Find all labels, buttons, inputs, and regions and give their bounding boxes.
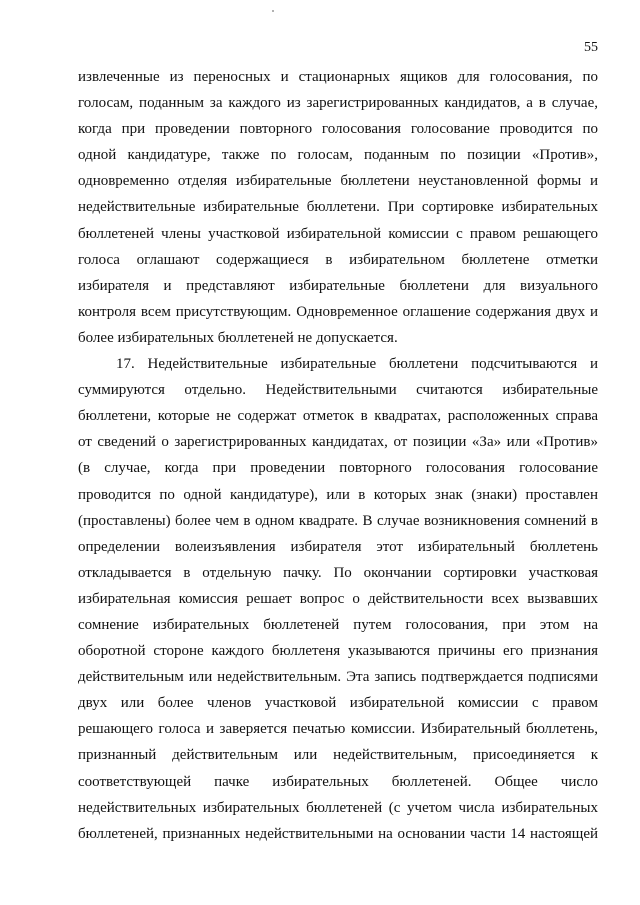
text-line: одновременно отделяя избирательные бюллетени неустановленной формы и [78,173,598,190]
text-line: решающего голоса и заверяется печатью комиссии. Избирательный бюллетень, [78,721,598,738]
text-line: сомнение избирательных бюллетеней путем голосования, при этом на [78,616,598,633]
text-line: (проставлены) более чем в одном квадрате. В случае возникновения сомнений в [78,512,598,529]
scan-dot [272,10,274,12]
text-line: избирательная комиссия решает вопрос о действительности всех вызвавших [78,590,598,607]
text-line: соответствующей пачке избирательных бюллетеней. Общее число [78,773,598,790]
text-line: недействительные избирательные бюллетени. При сортировке избирательных [78,199,598,216]
text-line: от сведений о зарегистрированных кандидатах, от позиции «За» или «Против» [78,434,598,451]
text-line: голоса оглашают содержащиеся в избирательном бюллетене отметки [78,251,598,268]
text-line: когда при проведении повторного голосования голосование проводится по [78,121,598,138]
page-number: 55 [584,40,598,55]
text-line: одной кандидатуре, также по голосам, поданным по позиции «Против», [78,147,598,164]
text-line: голосам, поданным за каждого из зарегистрированных кандидатов, а в случае, [78,95,598,112]
body-text [78,64,598,847]
text-line: бюллетени, которые не содержат отметок в квадратах, расположенных справа [78,408,598,425]
paragraph-17 [78,351,598,847]
text-line: контроля всем присутствующим. Одновременное оглашение содержания двух и [78,303,598,320]
text-line: определении волеизъявления избирателя этот избирательный бюллетень [78,538,598,555]
text-line: двух или более членов участковой избирательной комиссии с правом [78,695,598,712]
text-line: откладывается в отдельную пачку. По окончании сортировки участковая [78,564,598,581]
text-line: действительным или недействительным. Эта запись подтверждается подписями [78,669,598,686]
text-line: извлеченные из переносных и стационарных ящиков для голосования, по [78,69,598,85]
text-line: бюллетеней, признанных недействительными на основании части 14 настоящей [78,825,598,842]
text-line: избирателя и представляют избирательные бюллетени для визуального [78,277,598,294]
text-line: признанный действительным или недействительным, присоединяется к [78,747,598,764]
text-line: 17. Недействительные избирательные бюллетени подсчитываются и [116,356,598,373]
text-line: недействительных избирательных бюллетеней (с учетом числа избирательных [78,799,598,816]
text-line: оборотной стороне каждого бюллетеня указываются причины его признания [78,643,598,660]
text-line: бюллетеней члены участковой избирательной комиссии с правом решающего [78,225,598,242]
paragraph-continued [78,64,598,351]
text-line: проводится по одной кандидатуре), или в которых знак (знаки) проставлен [78,486,598,503]
text-line: суммируются отдельно. Недействительными считаются избирательные [78,382,598,399]
text-line: (в случае, когда при проведении повторного голосования голосование [78,460,598,477]
text-line: более избирательных бюллетеней не допускается. [78,329,398,346]
